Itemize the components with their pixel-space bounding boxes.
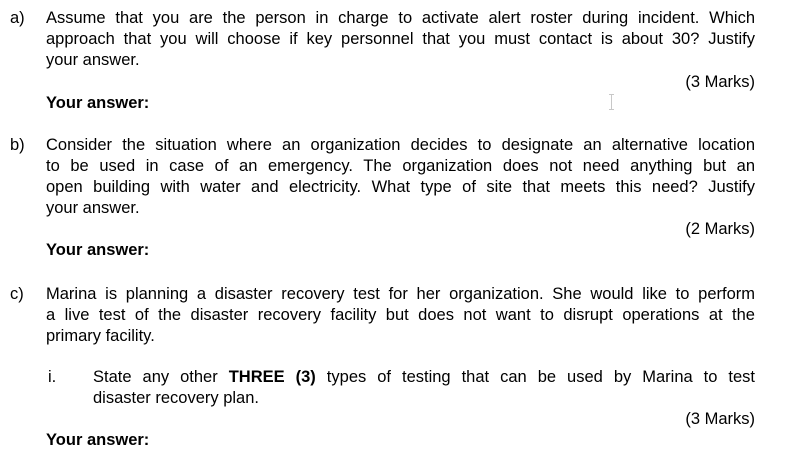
- question-c-sub-marks: (3 Marks): [685, 410, 755, 428]
- question-c-label: c): [10, 285, 24, 303]
- question-b-line: open building with water and electricity. What type of site that meets this need? Justify: [46, 178, 755, 196]
- question-a-line: approach that you will choose if key personnel that you must contact is about 30? Justify: [46, 30, 755, 48]
- question-b-text: [46, 135, 755, 219]
- question-c-line: a live test of the disaster recovery facility but does not want to disrupt operations at the: [46, 306, 755, 324]
- question-b-marks: (2 Marks): [685, 220, 755, 238]
- question-b-line: your answer.: [46, 199, 140, 217]
- question-a-line: your answer.: [46, 51, 140, 69]
- question-c-sub-line: [93, 367, 755, 388]
- sub-line-text: State any other: [93, 368, 229, 386]
- question-c-sub-label: i.: [48, 368, 57, 386]
- question-c-sub-text: [93, 367, 755, 409]
- question-a-label: a): [10, 9, 25, 27]
- question-b-line: to be used in case of an emergency. The organization does not need anything but an: [46, 157, 755, 175]
- question-c-sub-line: disaster recovery plan.: [93, 389, 259, 407]
- question-c-text: [46, 284, 755, 347]
- text-cursor-icon: [611, 94, 612, 110]
- question-b-line: Consider the situation where an organization decides to designate an alternative location: [46, 136, 755, 154]
- question-c-answer-label: Your answer:: [46, 431, 150, 449]
- sub-line-text: types of testing that can be used by Marina to test: [315, 368, 756, 386]
- question-a-line: Assume that you are the person in charge to activate alert roster during incident. Which: [46, 9, 755, 27]
- sub-line-bold: THREE (3): [228, 368, 316, 386]
- question-b-answer-label: Your answer:: [46, 241, 150, 259]
- question-b-label: b): [10, 136, 25, 154]
- question-a-text: [46, 8, 755, 71]
- question-c-line: primary facility.: [46, 327, 155, 345]
- question-a-marks: (3 Marks): [685, 73, 755, 91]
- question-c-line: Marina is planning a disaster recovery test for her organization. She would like to perform: [46, 285, 755, 303]
- question-a-answer-label: Your answer:: [46, 94, 150, 112]
